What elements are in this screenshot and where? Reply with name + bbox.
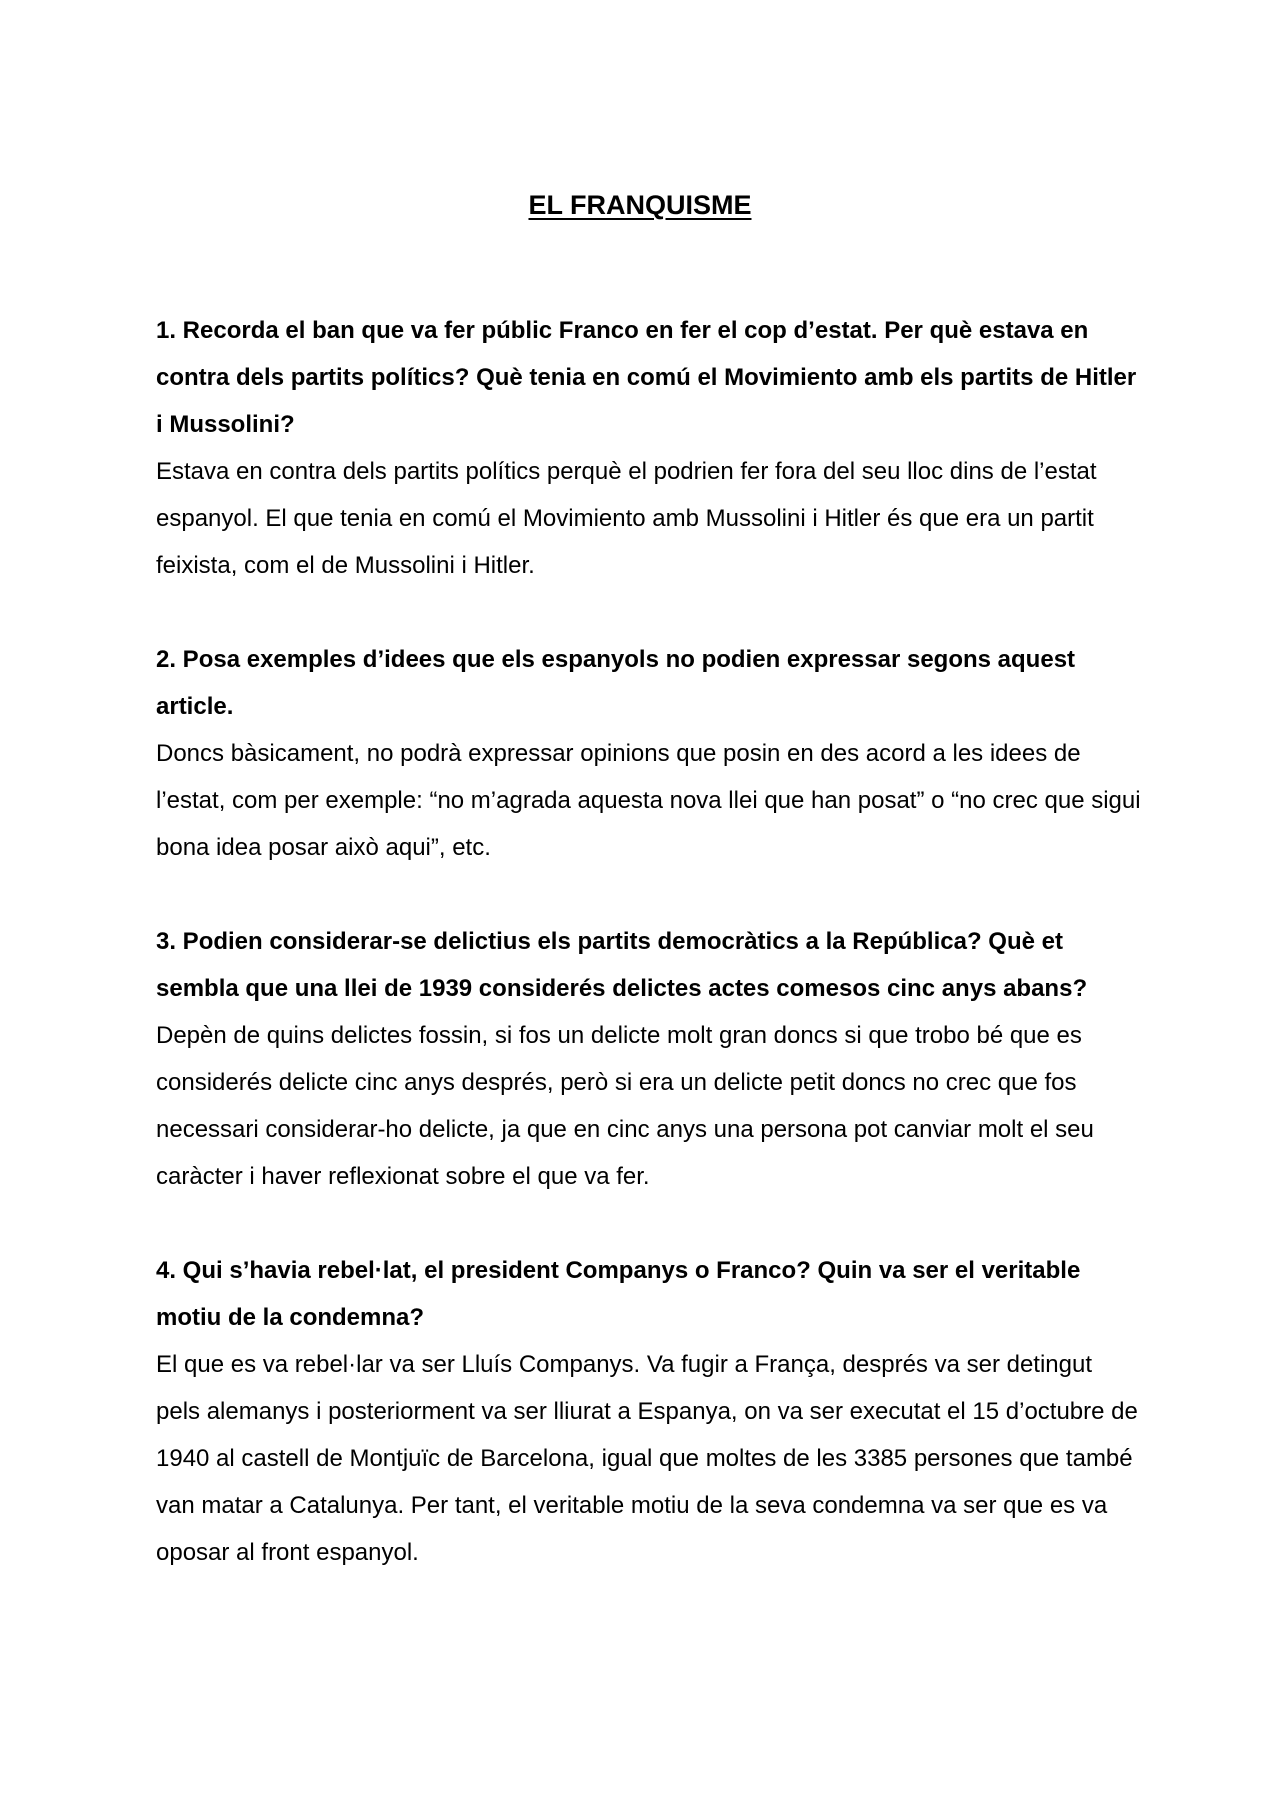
question-section-1 xyxy=(156,307,1141,589)
question-3: 3. Podien considerar-se delictius els partits democràtics a la República? Què et sembla que una llei de 1939 considerés delictes actes comesos cinc anys abans? xyxy=(156,928,1088,1002)
question-4: 4. Qui s’havia rebel·lat, el president Companys o Franco? Quin va ser el veritable motiu de la condemna? xyxy=(156,1257,1081,1331)
answer-4: El que es va rebel·lar va ser Lluís Companys. Va fugir a França, després va ser detingut pels alemanys i posteriorment va ser lliurat a Espanya, on va ser executat el 15 d’octubre de 1940 al castell de Montjuïc de Barcelona, igual que moltes de les 3385 persones que també van matar a Catalunya. Per tant, el veritable motiu de la seva condemna va ser que es va oposar al front espanyol. xyxy=(156,1351,1138,1566)
document-body xyxy=(156,307,1141,1623)
question-1: 1. Recorda el ban que va fer públic Franco en fer el cop d’estat. Per què estava en contra dels partits polítics? Què tenia en comú el Movimiento amb els partits de Hitler i Mussolini? xyxy=(156,317,1137,438)
question-section-4 xyxy=(156,1247,1141,1576)
answer-3: Depèn de quins delictes fossin, si fos un delicte molt gran doncs si que trobo bé que es considerés delicte cinc anys després, però si era un delicte petit doncs no crec que fos necessari considerar-ho delicte, ja que en cinc anys una persona pot canviar molt el seu caràcter i haver reflexionat sobre el que va fer. xyxy=(156,1022,1094,1190)
answer-1: Estava en contra dels partits polítics perquè el podrien fer fora del seu lloc dins de l’estat espanyol. El que tenia en comú el Movimiento amb Mussolini i Hitler és que era un partit feixista, com el de Mussolini i Hitler. xyxy=(156,458,1097,579)
answer-2: Doncs bàsicament, no podrà expressar opinions que posin en des acord a les idees de l’estat, com per exemple: “no m’agrada aquesta nova llei que han posat” o “no crec que sigui bona idea posar això aqui”, etc. xyxy=(156,740,1141,861)
question-section-2 xyxy=(156,636,1141,871)
question-2: 2. Posa exemples d’idees que els espanyols no podien expressar segons aquest article. xyxy=(156,646,1076,720)
question-section-3 xyxy=(156,918,1141,1200)
document-title: EL FRANQUISME xyxy=(528,190,752,220)
